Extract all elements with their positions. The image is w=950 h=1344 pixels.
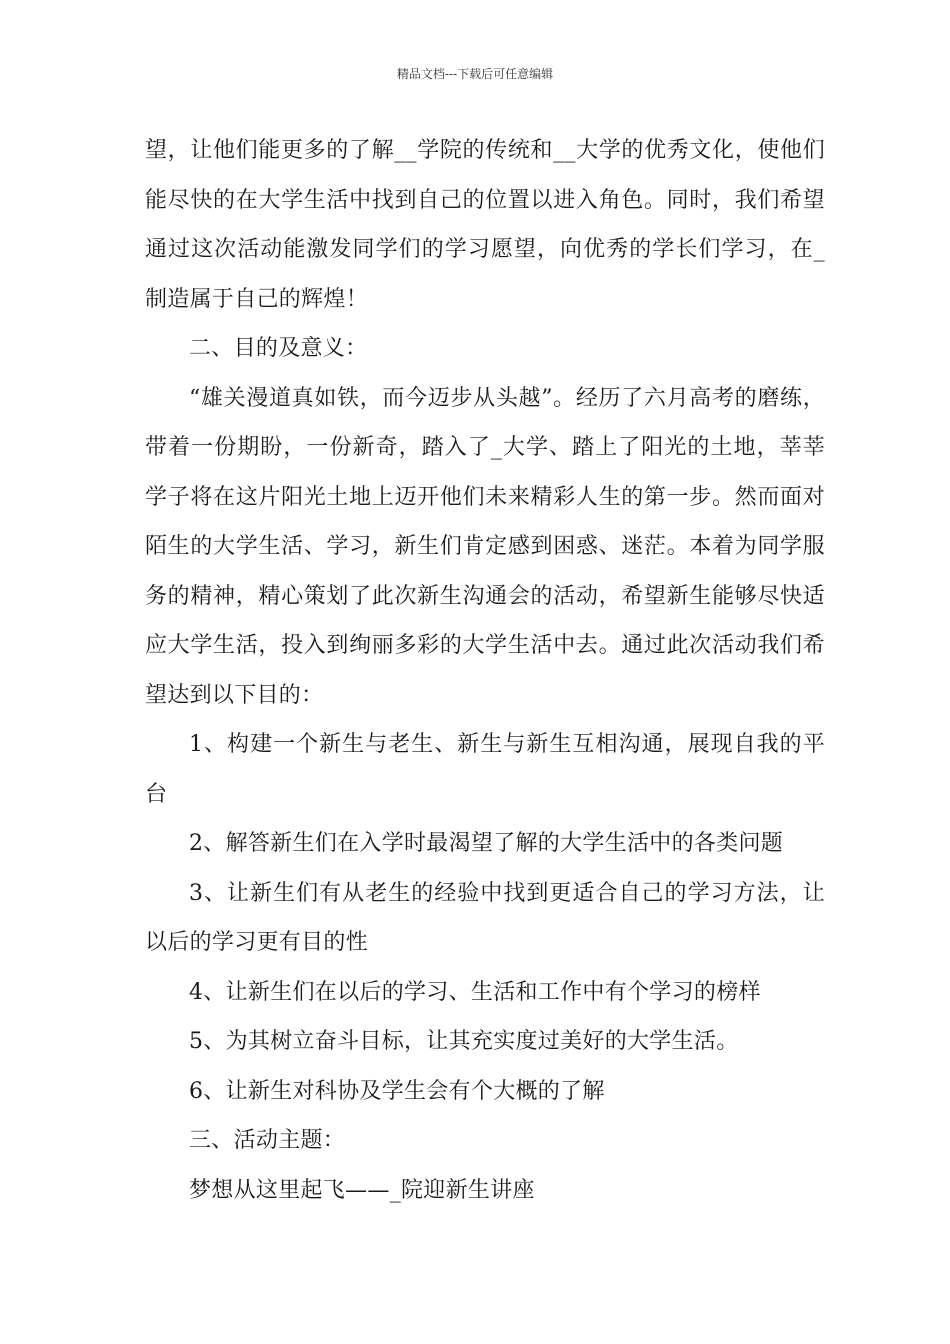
section-heading-theme: 三、活动主题： bbox=[189, 1128, 346, 1153]
list-item-goal-6: 6、让新生对科协及学生会有个大概的了解 bbox=[189, 1078, 605, 1104]
list-item-goal-2: 2、解答新生们在入学时最渴望了解的大学生活中的各类问题 bbox=[189, 831, 784, 856]
paragraph-theme: 梦想从这里起飞——_院迎新生讲座 bbox=[189, 1177, 535, 1203]
paragraph-purpose-intro: “雄关漫道真如铁，而今迈步从头越”。经历了六月高考的磨练，带着一份期盼，一份新奇，踏入了_大学、踏上了阳光的土地，莘莘学子将在这片阳光土地上迈开他们未来精彩人生的第一步。然而面对陌生的大学生活、学习，新生们肯定感到困惑、迷茫。本着为同学服务的精神，精心策划了此次新生沟通会的活动，希望新生能够尽快适应大学生活，投入到绚丽多彩的大学生活中去。通过此次活动我们希望达到以下目的： bbox=[145, 385, 825, 708]
list-item-goal-5: 5、为其树立奋斗目标，让其充实度过美好的大学生活。 bbox=[189, 1029, 739, 1054]
page-header: 精品文档---下载后可任意编辑 bbox=[396, 67, 554, 81]
document-body bbox=[145, 126, 825, 1215]
list-item-goal-4: 4、让新生们在以后的学习、生活和工作中有个学习的榜样 bbox=[189, 979, 761, 1005]
list-item-goal-1: 1、构建一个新生与老生、新生与新生互相沟通，展现自我的平台 bbox=[145, 732, 825, 807]
paragraph-continuation: 望，让他们能更多的了解__学院的传统和__大学的优秀文化，使他们能尽快的在大学生活中找到自己的位置以进入角色。同时，我们希望通过这次活动能激发同学们的学习愿望，向优秀的学长们学习，在_制造属于自己的辉煌！ bbox=[145, 138, 825, 312]
list-item-goal-3: 3、让新生们有从老生的经验中找到更适合自己的学习方法，让以后的学习更有目的性 bbox=[145, 880, 825, 955]
section-heading-purpose: 二、目的及意义： bbox=[189, 336, 368, 361]
